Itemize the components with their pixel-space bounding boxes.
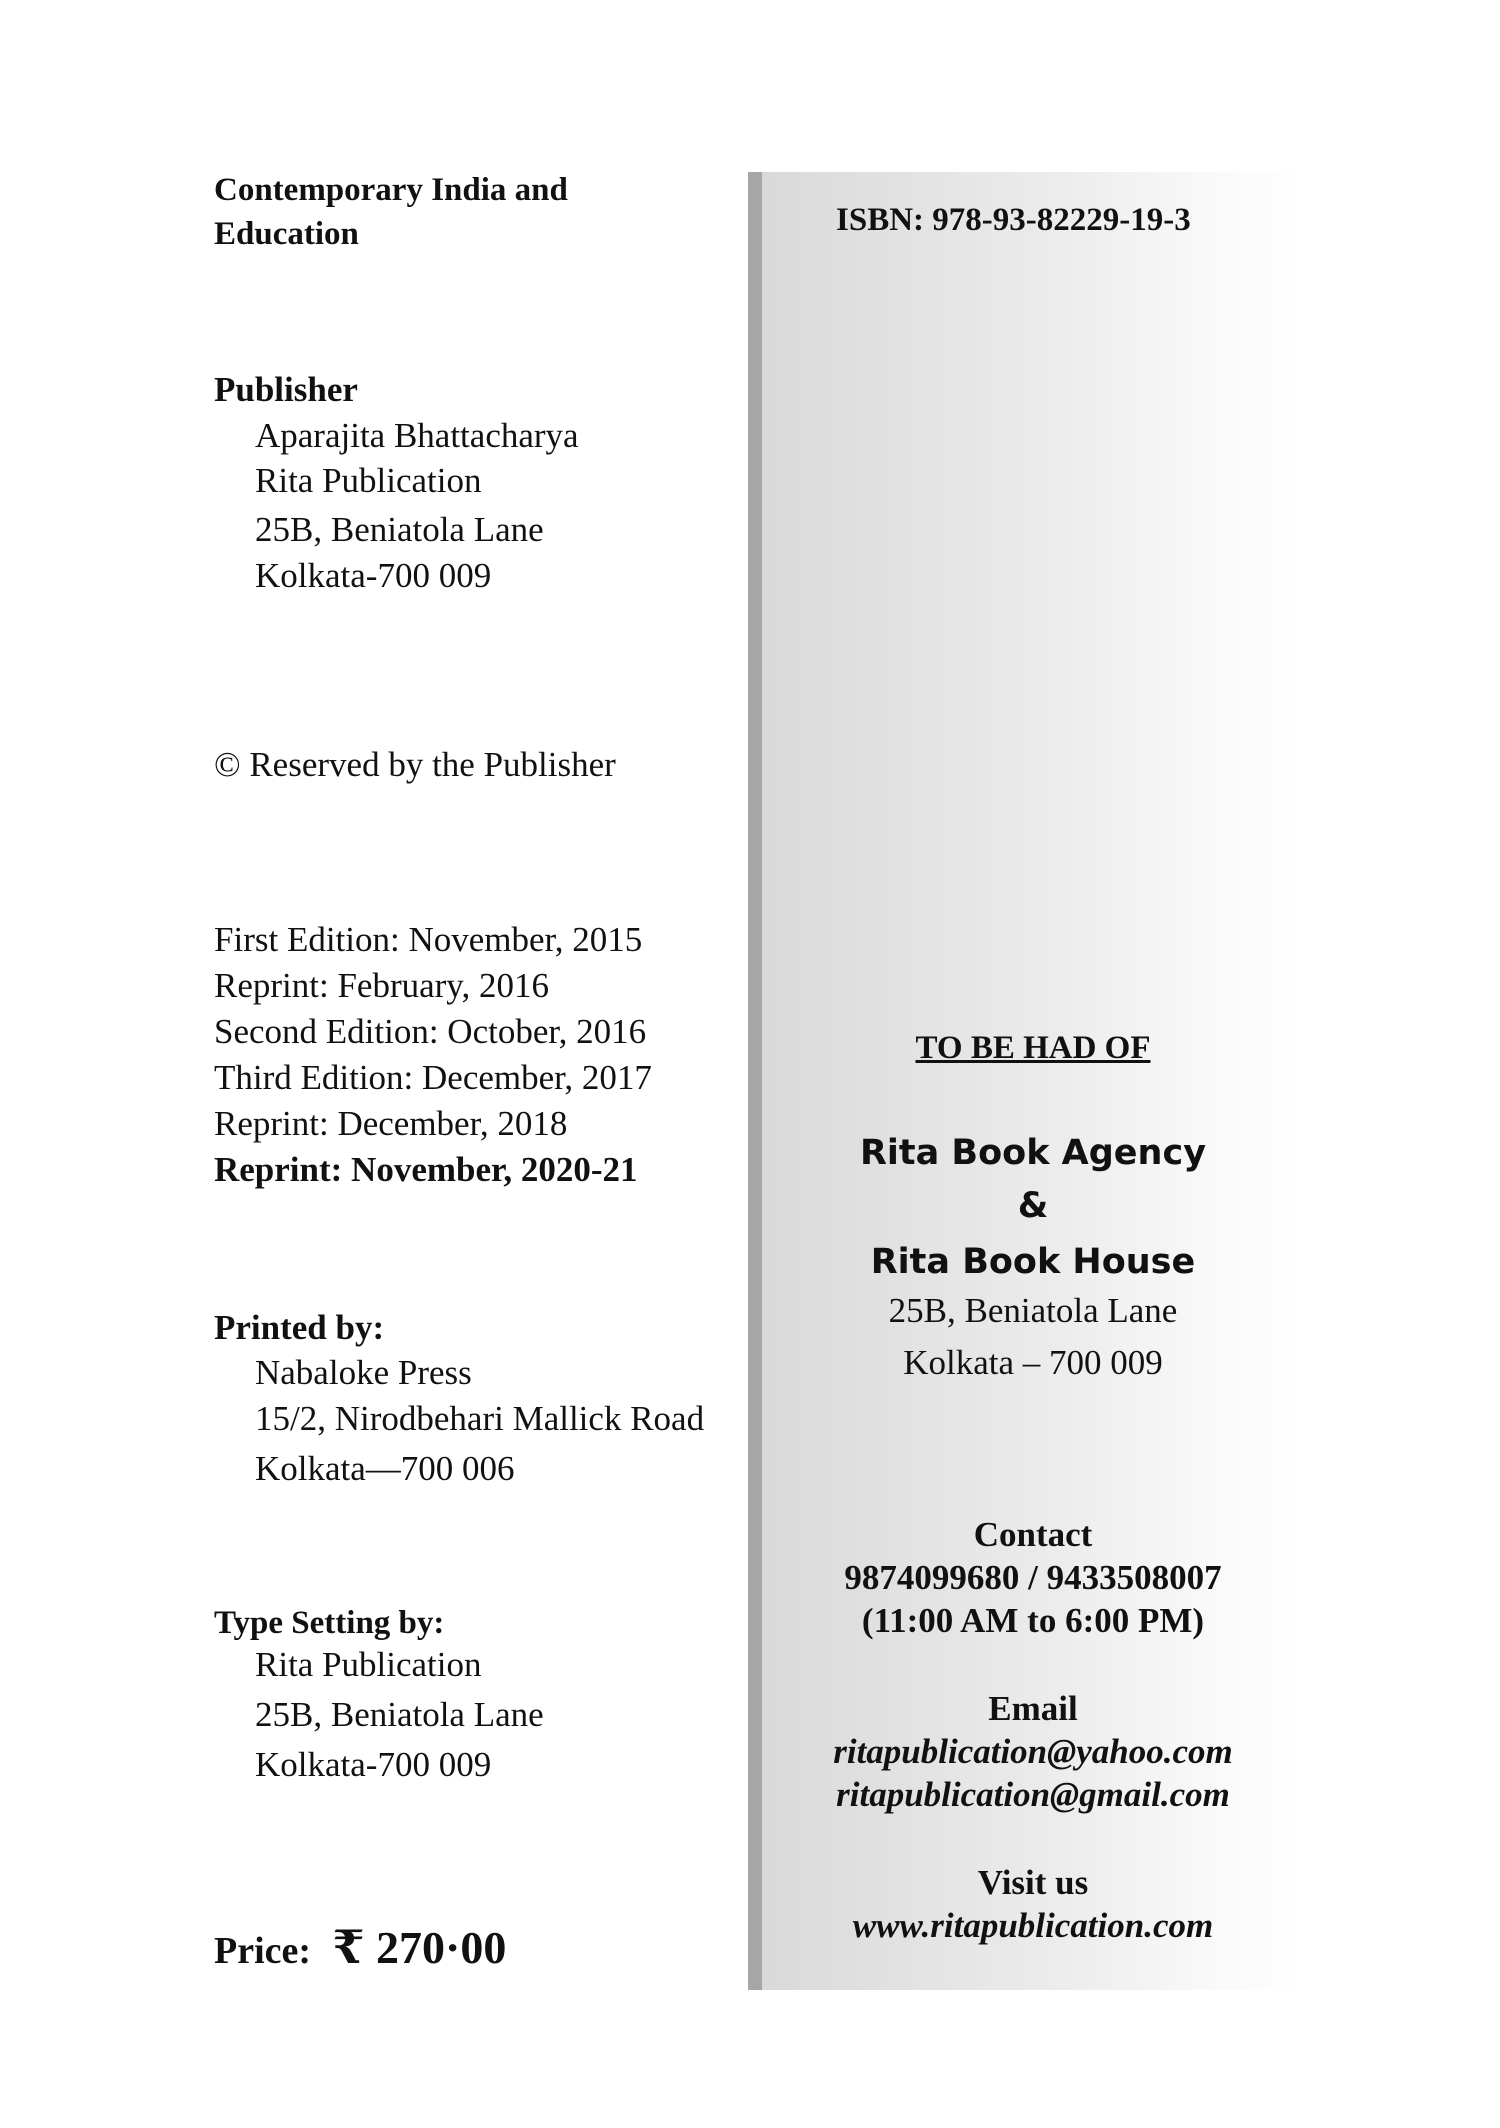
typesetting-city: Kolkata-700 009 [255, 1745, 492, 1784]
book-title [214, 168, 568, 256]
price-value: ₹ 270·00 [332, 1922, 507, 1973]
typesetting-heading: Type Setting by: [214, 1605, 445, 1641]
contact-phones: 9874099680 / 9433508007 [844, 1558, 1222, 1597]
edition-reprint-2018: Reprint: December, 2018 [214, 1104, 568, 1143]
publisher-name: Aparajita Bhattacharya [255, 416, 579, 455]
email-heading: Email [988, 1689, 1078, 1728]
house-name: Rita Book House [870, 1242, 1196, 1282]
edition-second: Second Edition: October, 2016 [214, 1012, 647, 1051]
copyright-notice: © Reserved by the Publisher [214, 745, 616, 784]
agency-name: Rita Book Agency [859, 1133, 1207, 1173]
website-heading: Visit us [977, 1863, 1089, 1902]
printer-name: Nabaloke Press [255, 1353, 472, 1392]
contact-heading: Contact [973, 1515, 1093, 1554]
isbn: ISBN: 978-93-82229-19-3 [836, 202, 1191, 238]
to-be-had-of-heading: TO BE HAD OF [915, 1030, 1151, 1066]
email-gmail[interactable]: ritapublication@gmail.com [836, 1775, 1230, 1814]
publisher-heading: Publisher [214, 370, 358, 409]
publisher-city: Kolkata-700 009 [255, 556, 492, 595]
panel-edge-bar [748, 172, 762, 1990]
email-yahoo[interactable]: ritapublication@yahoo.com [833, 1732, 1233, 1771]
publisher-street: 25B, Beniatola Lane [255, 510, 544, 549]
printer-street: 15/2, Nirodbehari Mallick Road [255, 1399, 705, 1438]
publisher-company: Rita Publication [255, 461, 482, 500]
availability-city: Kolkata – 700 009 [903, 1343, 1163, 1382]
price-label: Price: [214, 1930, 312, 1972]
price [214, 1920, 506, 1979]
typesetting-street: 25B, Beniatola Lane [255, 1695, 544, 1734]
typesetting-company: Rita Publication [255, 1645, 482, 1684]
edition-reprint-2020: Reprint: November, 2020-21 [214, 1150, 638, 1189]
edition-third: Third Edition: December, 2017 [214, 1058, 652, 1097]
edition-first: First Edition: November, 2015 [214, 920, 643, 959]
contact-hours: (11:00 AM to 6:00 PM) [861, 1601, 1205, 1640]
edition-reprint-2016: Reprint: February, 2016 [214, 966, 550, 1005]
printer-city: Kolkata—700 006 [255, 1449, 515, 1488]
website-link[interactable]: www.ritapublication.com [852, 1906, 1214, 1945]
book-title-line-2: Education [214, 216, 359, 252]
book-title-line-1: Contemporary India and [214, 172, 568, 208]
ampersand: & [1017, 1186, 1049, 1226]
availability-street: 25B, Beniatola Lane [888, 1291, 1178, 1330]
printer-heading: Printed by: [214, 1308, 385, 1347]
